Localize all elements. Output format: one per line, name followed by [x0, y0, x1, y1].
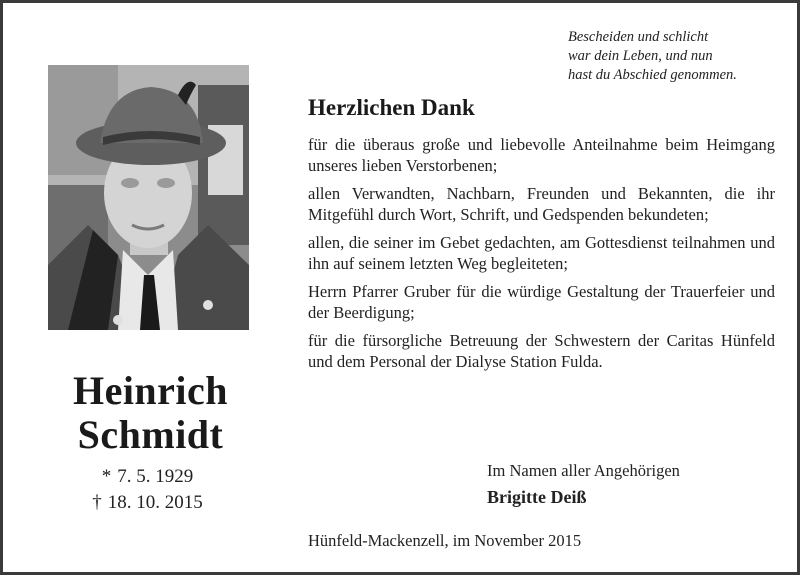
life-dates	[23, 464, 278, 516]
death-row	[23, 490, 278, 516]
thanks-paragraph: für die fürsorgliche Betreuung der Schwestern der Caritas Hünfeld und dem Personal der Dialyse Station Fulda.	[308, 331, 775, 371]
motto-line: war dein Leben, und nun	[568, 48, 713, 64]
thanks-body	[308, 134, 775, 379]
birth-date: 7. 5. 1929	[117, 466, 194, 487]
birth-row	[23, 464, 278, 490]
birth-symbol: *	[101, 466, 112, 487]
place-date: Hünfeld-Mackenzell, im November 2015	[308, 531, 582, 550]
thanks-paragraph: allen Verwandten, Nachbarn, Freunden und Bekannten, die ihr Mitgefühl durch Wort, Schrift, und Gedspenden bekundeten;	[308, 184, 775, 224]
last-name: Schmidt	[77, 412, 224, 457]
motto-line: Bescheiden und schlicht	[568, 29, 709, 45]
portrait-photo	[48, 65, 249, 330]
signature-line: Im Namen aller Angehörigen	[487, 461, 680, 480]
death-date: 18. 10. 2015	[107, 492, 203, 513]
thanks-paragraph: für die überaus große und liebevolle Anteilnahme beim Heimgang unseres lieben Verstorbenen;	[308, 135, 775, 175]
thanks-paragraph: Herrn Pfarrer Gruber für die würdige Gestaltung der Trauerfeier und der Beerdigung;	[308, 282, 775, 322]
thanks-paragraph: allen, die seiner im Gebet gedachten, am Gottesdienst teilnahmen und ihn auf seinem letzten Weg begleiteten;	[308, 233, 775, 273]
thanks-heading: Herzlichen Dank	[308, 95, 475, 120]
motto-line: hast du Abschied genommen.	[568, 67, 737, 83]
death-symbol: †	[92, 492, 102, 513]
deceased-name	[23, 369, 278, 457]
signer-name: Brigitte Deiß	[487, 487, 587, 507]
first-name: Heinrich	[72, 368, 229, 413]
motto-verse	[568, 28, 793, 85]
signature-block	[487, 458, 680, 510]
